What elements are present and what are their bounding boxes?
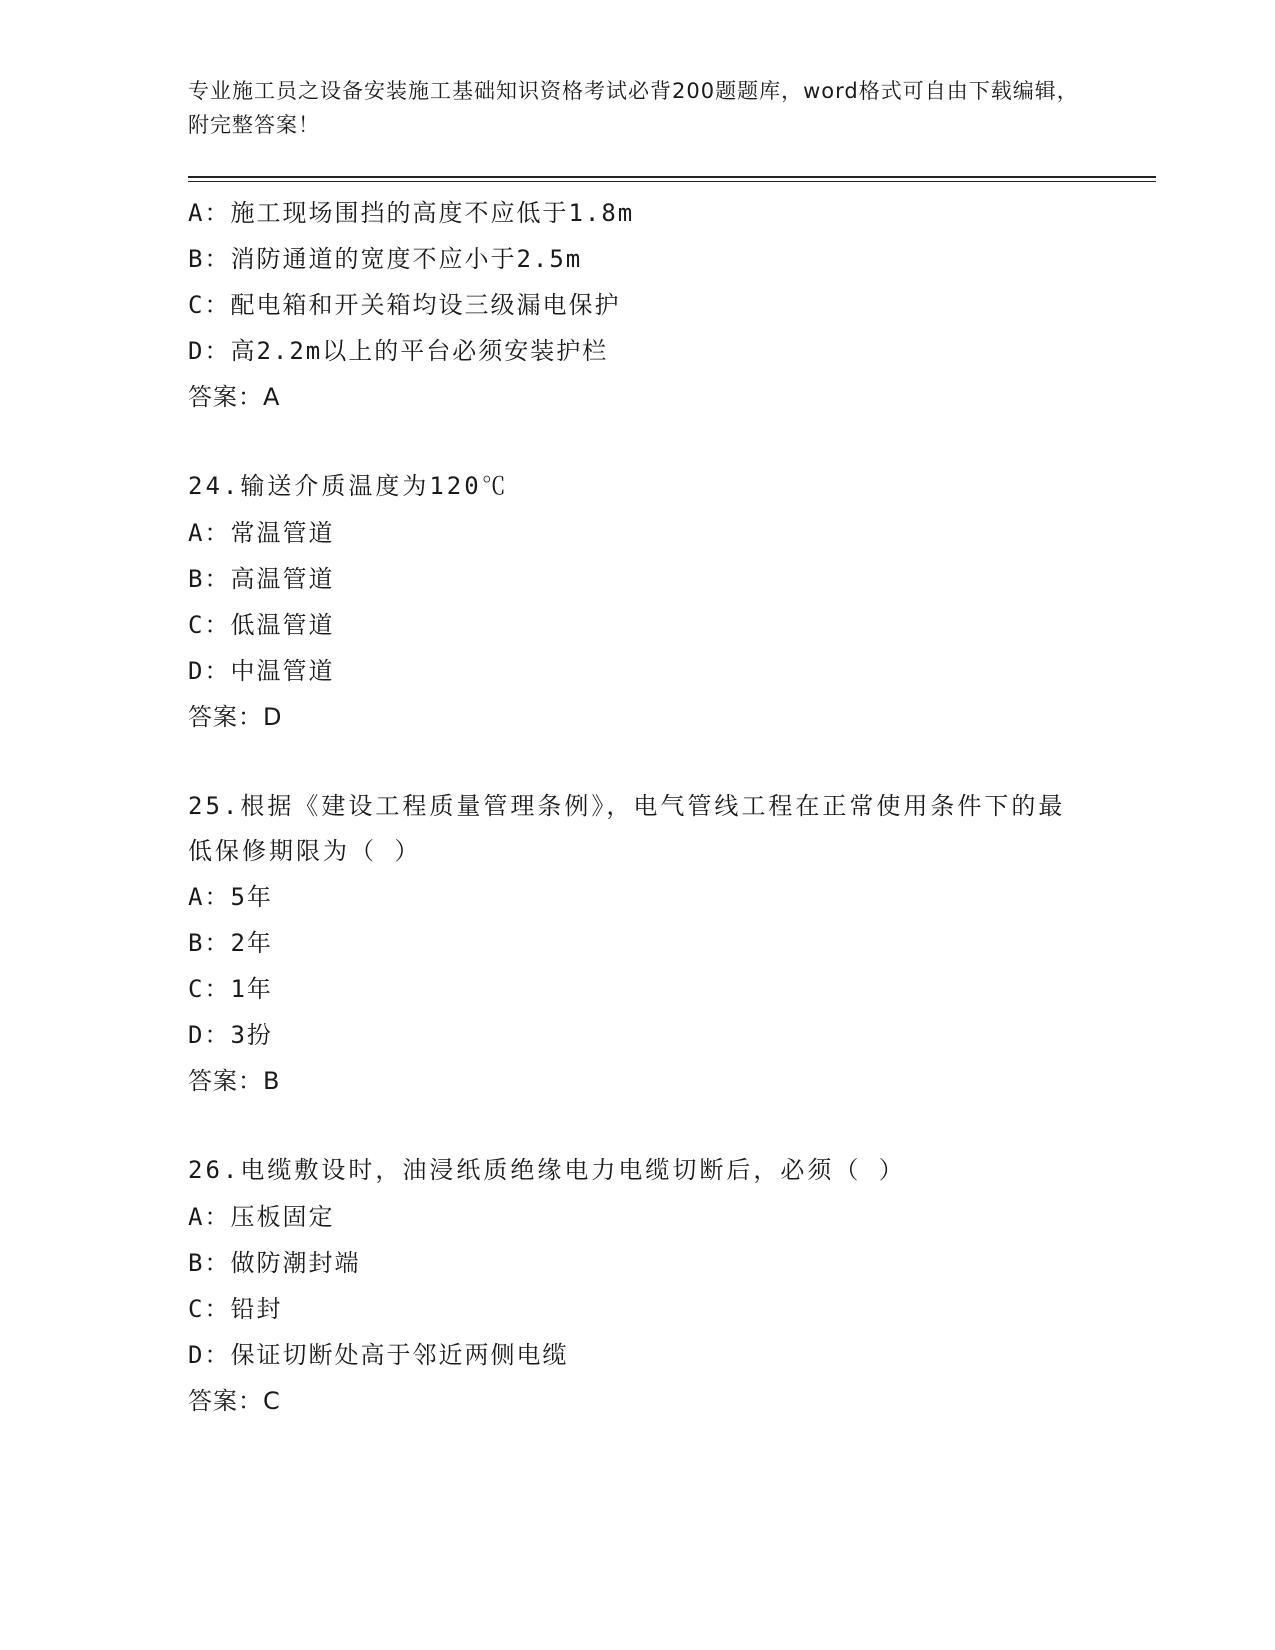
header-divider-thin [188,181,1156,182]
option-c: C：配电箱和开关箱均设三级漏电保护 [188,291,621,319]
option-a: A：常温管道 [188,519,335,547]
question-text: 26.电缆敷设时，油浸纸质绝缘电力电缆切断后，必须（ ） [188,1156,906,1184]
answer-line: 答案：D [188,703,283,731]
answer-line: 答案：B [188,1067,281,1095]
option-b: B：2年 [188,929,273,957]
answer-line: 答案：C [188,1387,281,1415]
question-block-24 [188,464,1088,740]
option-c: C：铅封 [188,1295,283,1323]
question-text: 24.输送介质温度为120℃ [188,472,509,500]
question-list [188,190,1088,1424]
option-d: D：保证切断处高于邻近两侧电缆 [188,1341,569,1369]
question-block-25 [188,784,1088,1104]
question-block-26 [188,1148,1088,1424]
option-c: C：1年 [188,975,273,1003]
question-text: 25.根据《建设工程质量管理条例》，电气管线工程在正常使用条件下的最低保修期限为（ ） [188,792,1066,865]
option-b: B：高温管道 [188,565,335,593]
option-a: A：压板固定 [188,1203,335,1231]
option-d: D：3扮 [188,1021,273,1049]
option-d: D：高2.2m以上的平台必须安装护栏 [188,337,609,365]
option-b: B：做防潮封端 [188,1249,361,1277]
answer-line: 答案：A [188,383,281,411]
document-header: 专业施工员之设备安装施工基础知识资格考试必背200题题库，word格式可自由下载编辑，附完整答案！ [188,79,1079,137]
question-block-23 [188,190,1088,420]
option-a: A：施工现场围挡的高度不应低于1.8m [188,199,635,227]
header-divider [188,176,1156,178]
option-b: B：消防通道的宽度不应小于2.5m [188,245,583,273]
option-c: C：低温管道 [188,611,335,639]
option-d: D：中温管道 [188,657,335,685]
option-a: A：5年 [188,883,273,911]
